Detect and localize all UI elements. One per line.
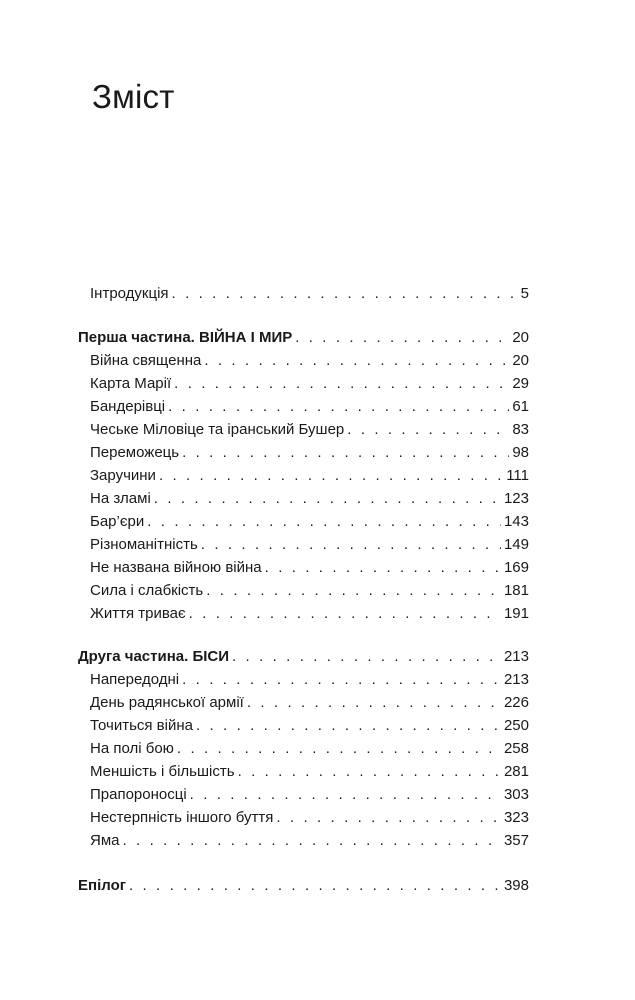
toc-chapter-entry[interactable]: [0, 737, 635, 760]
toc-page-number: 191: [503, 605, 529, 622]
dot-leader: [159, 464, 503, 487]
toc-page-number: 123: [503, 490, 529, 507]
toc-page-number: 281: [503, 763, 529, 780]
toc-part-2[interactable]: [0, 645, 635, 668]
dot-leader: [347, 418, 509, 441]
toc-page-number: 83: [512, 421, 529, 438]
toc-chapter-label: Життя триває: [90, 605, 186, 622]
toc-page-number: 143: [503, 513, 529, 530]
table-of-contents: [0, 282, 635, 897]
dot-leader: [295, 326, 509, 349]
toc-chapter-label: Яма: [90, 832, 120, 849]
toc-page-number: 20: [512, 329, 529, 346]
toc-chapter-entry[interactable]: [0, 349, 635, 372]
toc-chapter-label: День радянської армії: [90, 694, 244, 711]
toc-page-number: 303: [503, 786, 529, 803]
toc-chapter-label: Бар’єри: [90, 513, 145, 530]
dot-leader: [196, 714, 501, 737]
toc-chapter-label: Різноманітність: [90, 536, 198, 553]
toc-page-number: 323: [503, 809, 529, 826]
toc-chapter-label: Переможець: [90, 444, 180, 461]
toc-chapter-entry[interactable]: [0, 510, 635, 533]
dot-leader: [190, 783, 501, 806]
toc-chapter-label: На зламі: [90, 490, 151, 507]
toc-chapter-entry[interactable]: [0, 487, 635, 510]
toc-chapter-label: Війна священна: [90, 352, 202, 369]
toc-chapter-entry[interactable]: [0, 395, 635, 418]
toc-chapter-label: На полі бою: [90, 740, 174, 757]
toc-page-number: 250: [503, 717, 529, 734]
toc-part-title: Друга частина. БІСИ: [78, 648, 230, 665]
dot-leader: [204, 349, 509, 372]
toc-page-number: 357: [503, 832, 529, 849]
dot-leader: [247, 691, 501, 714]
dot-leader: [154, 487, 501, 510]
toc-chapter-label: Заручини: [90, 467, 156, 484]
toc-page-number: 98: [512, 444, 529, 461]
dot-leader: [123, 829, 501, 852]
toc-chapter-label: Прапороносці: [90, 786, 187, 803]
toc-chapter-entry[interactable]: [0, 806, 635, 829]
toc-page-number: 111: [506, 467, 529, 484]
dot-leader: [189, 602, 501, 625]
toc-page-number: 5: [520, 285, 529, 302]
toc-entry-label: Інтродукція: [90, 285, 169, 302]
toc-chapter-label: Напередодні: [90, 671, 180, 688]
dot-leader: [206, 579, 501, 602]
toc-page-number: 61: [512, 398, 529, 415]
toc-chapter-entry[interactable]: [0, 418, 635, 441]
dot-leader: [238, 760, 501, 783]
toc-page-number: 226: [503, 694, 529, 711]
dot-leader: [265, 556, 501, 579]
toc-entry-label: Епілог: [78, 877, 126, 894]
dot-leader: [276, 806, 501, 829]
dot-leader: [147, 510, 501, 533]
toc-chapter-label: Не названа війною війна: [90, 559, 262, 576]
toc-epilogue[interactable]: [0, 874, 635, 897]
dot-leader: [168, 395, 509, 418]
toc-chapter-label: Сила і слабкість: [90, 582, 204, 599]
toc-chapter-entry[interactable]: [0, 579, 635, 602]
toc-chapter-entry[interactable]: [0, 829, 635, 852]
toc-page-number: 258: [503, 740, 529, 757]
toc-chapter-entry[interactable]: [0, 533, 635, 556]
toc-chapter-entry[interactable]: [0, 760, 635, 783]
dot-leader: [182, 668, 501, 691]
toc-chapter-label: Меншість і більшість: [90, 763, 235, 780]
part-1-chapter-list: [0, 349, 635, 625]
toc-chapter-label: Карта Марії: [90, 375, 172, 392]
toc-part-1[interactable]: [0, 326, 635, 349]
toc-page-number: 29: [512, 375, 529, 392]
part-2-chapter-list: [0, 668, 635, 852]
toc-page-number: 213: [503, 648, 529, 665]
toc-entry-intro[interactable]: [0, 282, 635, 305]
toc-chapter-entry[interactable]: [0, 714, 635, 737]
toc-page-number: 20: [512, 352, 529, 369]
toc-page-number: 398: [503, 877, 529, 894]
toc-chapter-entry[interactable]: [0, 691, 635, 714]
dot-leader: [174, 372, 509, 395]
toc-chapter-entry[interactable]: [0, 602, 635, 625]
page-title: Зміст: [92, 78, 175, 115]
toc-chapter-label: Нестерпність іншого буття: [90, 809, 274, 826]
toc-page-number: 213: [503, 671, 529, 688]
toc-chapter-label: Бандерівці: [90, 398, 166, 415]
dot-leader: [182, 441, 509, 464]
toc-chapter-entry[interactable]: [0, 556, 635, 579]
dot-leader: [172, 282, 518, 305]
toc-part-title: Перша частина. ВІЙНА І МИР: [78, 329, 293, 346]
dot-leader: [129, 874, 501, 897]
dot-leader: [177, 737, 501, 760]
dot-leader: [232, 645, 501, 668]
toc-chapter-entry[interactable]: [0, 668, 635, 691]
toc-page-number: 149: [503, 536, 529, 553]
toc-page-number: 169: [503, 559, 529, 576]
toc-page-number: 181: [503, 582, 529, 599]
toc-chapter-entry[interactable]: [0, 464, 635, 487]
toc-chapter-entry[interactable]: [0, 441, 635, 464]
toc-chapter-label: Точиться війна: [90, 717, 193, 734]
dot-leader: [201, 533, 501, 556]
toc-chapter-entry[interactable]: [0, 372, 635, 395]
toc-chapter-label: Чеське Міловіце та іранський Бушер: [90, 421, 345, 438]
toc-chapter-entry[interactable]: [0, 783, 635, 806]
